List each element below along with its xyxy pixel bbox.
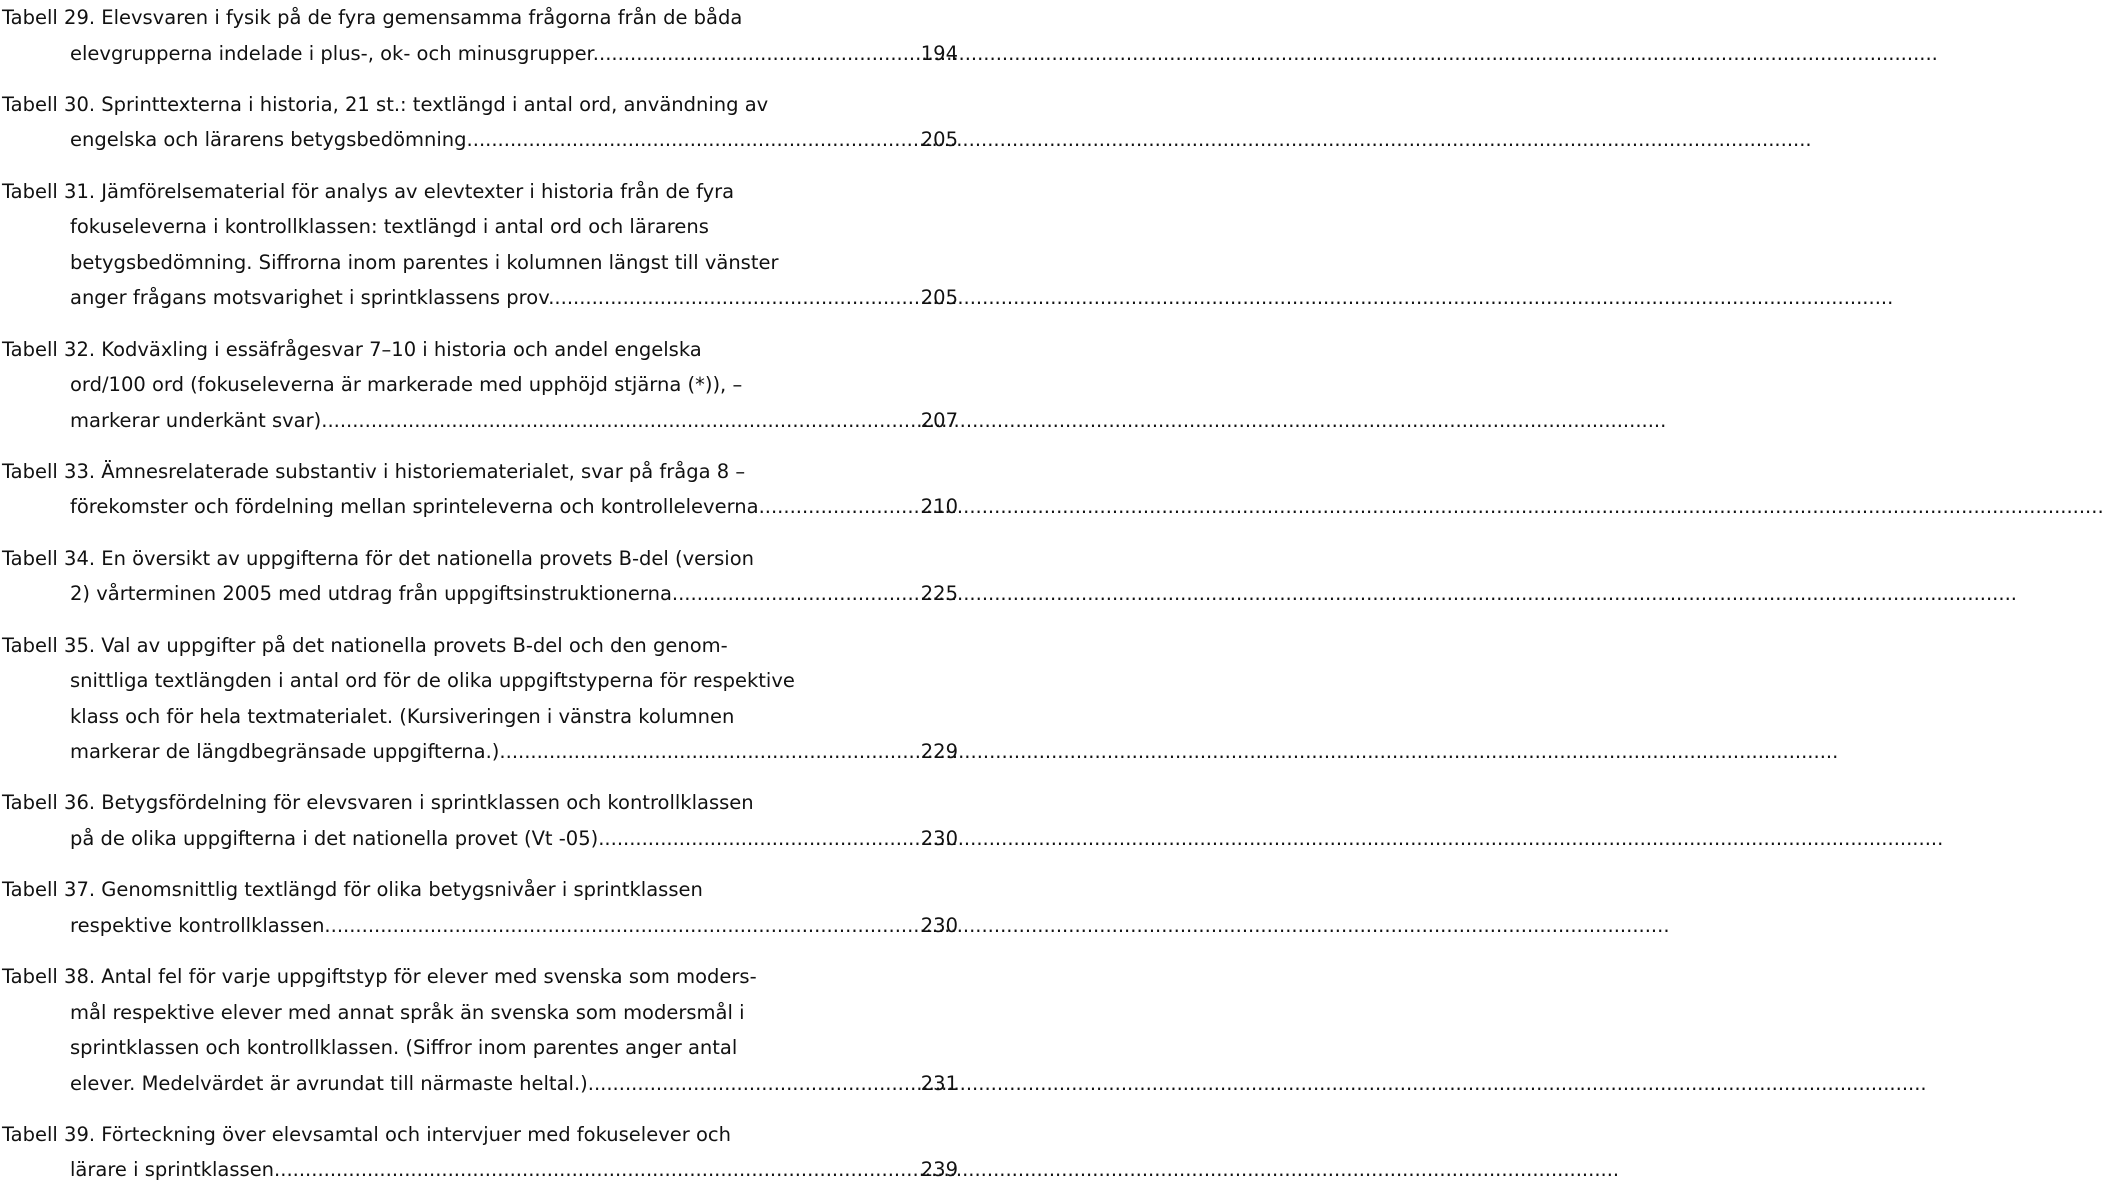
dot-leader	[599, 36, 921, 72]
toc-entry-tabell-32	[2, 332, 958, 439]
dot-leader	[499, 734, 920, 770]
toc-entry-text: Tabell 30. Sprinttexterna i historia, 21 st.: textlängd i antal ord, användning av	[2, 92, 769, 116]
page-number: 194	[920, 41, 958, 65]
toc-line	[2, 872, 958, 908]
toc-entry-tabell-30	[2, 87, 958, 158]
page-number: 229	[920, 740, 958, 764]
toc-entry-text: Tabell 34. En översikt av uppgifterna för det nationella provets B-del (version	[2, 546, 755, 570]
toc-line	[2, 36, 958, 72]
toc-entry-text: mål respektive elever med annat språk än svenska som modersmål i	[70, 1000, 745, 1024]
toc-entry-text: Tabell 32. Kodväxling i essäfrågesvar 7–10 i historia och andel engelska	[2, 337, 702, 361]
toc-line	[2, 280, 958, 316]
page-number: 210	[920, 495, 958, 519]
toc-line	[2, 1152, 958, 1188]
toc-entry-tabell-35	[2, 628, 958, 770]
toc-line	[2, 403, 958, 439]
toc-entry-text: markerar de längdbegränsade uppgifterna.)	[70, 740, 500, 764]
dot-leader	[678, 576, 921, 612]
toc-entry-text: anger frågans motsvarighet i sprintklassens prov.	[70, 286, 555, 310]
toc-line	[2, 995, 958, 1031]
toc-entry-text: Tabell 31. Jämförelsematerial för analys av elevtexter i historia från de fyra	[2, 179, 735, 203]
dot-leader	[473, 122, 921, 158]
toc-entry-text: lärare i sprintklassen.	[70, 1158, 281, 1182]
toc-entry-text: elever. Medelvärdet är avrundat till närmaste heltal.)	[70, 1071, 588, 1095]
toc-entry-tabell-29	[2, 0, 958, 71]
toc-line	[2, 489, 958, 525]
page-number: 230	[920, 913, 958, 937]
toc-entry-tabell-31	[2, 174, 958, 316]
toc-line	[2, 541, 958, 577]
toc-line	[2, 663, 958, 699]
toc-entry-text: Tabell 29. Elevsvaren i fysik på de fyra gemensamma frågorna från de båda	[2, 6, 743, 29]
toc-entry-tabell-37	[2, 872, 958, 943]
toc-line	[2, 785, 958, 821]
page-number: 231	[920, 1071, 958, 1095]
toc-line	[2, 959, 958, 995]
toc-entry-text: Tabell 37. Genomsnittlig textlängd för olika betygsnivåer i sprintklassen	[2, 878, 703, 902]
toc-entry-text: respektive kontrollklassen.	[70, 913, 331, 937]
toc-entry-text: Tabell 39. Förteckning över elevsamtal och intervjuer med fokuselever och	[2, 1122, 731, 1146]
toc-line	[2, 628, 958, 664]
dot-leader	[554, 280, 920, 316]
toc-entry-tabell-34	[2, 541, 958, 612]
toc-line	[2, 209, 958, 245]
toc-entry-text: klass och för hela textmaterialet. (Kursiveringen i vänstra kolumnen	[70, 704, 735, 728]
dot-leader	[331, 908, 921, 944]
toc-entry-text: Tabell 36. Betygsfördelning för elevsvaren i sprintklassen och kontrollklassen	[2, 791, 754, 815]
table-of-contents	[2, 0, 958, 1188]
toc-entry-text: Tabell 33. Ämnesrelaterade substantiv i historiematerialet, svar på fråga 8 –	[2, 459, 746, 483]
page-number: 205	[920, 128, 958, 152]
toc-entry-tabell-36	[2, 785, 958, 856]
toc-entry-tabell-38	[2, 959, 958, 1101]
toc-line	[2, 734, 958, 770]
page-number: 205	[920, 286, 958, 310]
toc-line	[2, 87, 958, 123]
toc-entry-text: ord/100 ord (fokuseleverna är markerade med upphöjd stjärna (*)), –	[70, 373, 743, 397]
toc-line	[2, 821, 958, 857]
dot-leader	[327, 403, 920, 439]
page-number: 225	[920, 582, 958, 606]
toc-entry-text: fokuseleverna i kontrollklassen: textlängd i antal ord och lärarens	[70, 215, 709, 239]
toc-line	[2, 908, 958, 944]
toc-entry-text: förekomster och fördelning mellan sprinteleverna och kontrolleleverna.	[70, 495, 765, 519]
toc-line	[2, 576, 958, 612]
toc-line	[2, 245, 958, 281]
toc-entry-text: elevgrupperna indelade i plus-, ok- och minusgrupper.	[70, 41, 599, 65]
toc-entry-text: på de olika uppgifterna i det nationella provet (Vt -05).	[70, 826, 605, 850]
toc-line	[2, 122, 958, 158]
toc-line	[2, 1066, 958, 1102]
toc-line	[2, 1030, 958, 1066]
page-number: 207	[920, 408, 958, 432]
toc-entry-text: Tabell 38. Antal fel för varje uppgiftstyp för elever med svenska som moders-	[2, 965, 757, 989]
dot-leader	[588, 1066, 921, 1102]
toc-line	[2, 699, 958, 735]
toc-entry-text: 2) vårterminen 2005 med utdrag från uppgiftsinstruktionerna.	[70, 582, 679, 606]
toc-entry-tabell-33	[2, 454, 958, 525]
toc-line	[2, 1117, 958, 1153]
toc-entry-text: betygsbedömning. Siffrorna inom parentes i kolumnen längst till vänster	[70, 250, 779, 274]
toc-line	[2, 367, 958, 403]
toc-entry-text: engelska och lärarens betygsbedömning.	[70, 128, 473, 152]
toc-line	[2, 174, 958, 210]
dot-leader	[604, 821, 920, 857]
dot-leader	[765, 489, 921, 525]
toc-entry-tabell-39	[2, 1117, 958, 1188]
dot-leader	[280, 1152, 921, 1188]
toc-line	[2, 0, 958, 36]
page-number: 230	[920, 826, 958, 850]
toc-line	[2, 454, 958, 490]
toc-entry-text: Tabell 35. Val av uppgifter på det nationella provets B-del och den genom-	[2, 633, 728, 657]
page-number: 239	[920, 1158, 958, 1182]
toc-entry-text: snittliga textlängden i antal ord för de olika uppgiftstyperna för respektive	[70, 669, 795, 693]
toc-line	[2, 332, 958, 368]
toc-entry-text: markerar underkänt svar).	[70, 408, 328, 432]
toc-entry-text: sprintklassen och kontrollklassen. (Siffror inom parentes anger antal	[70, 1036, 738, 1060]
